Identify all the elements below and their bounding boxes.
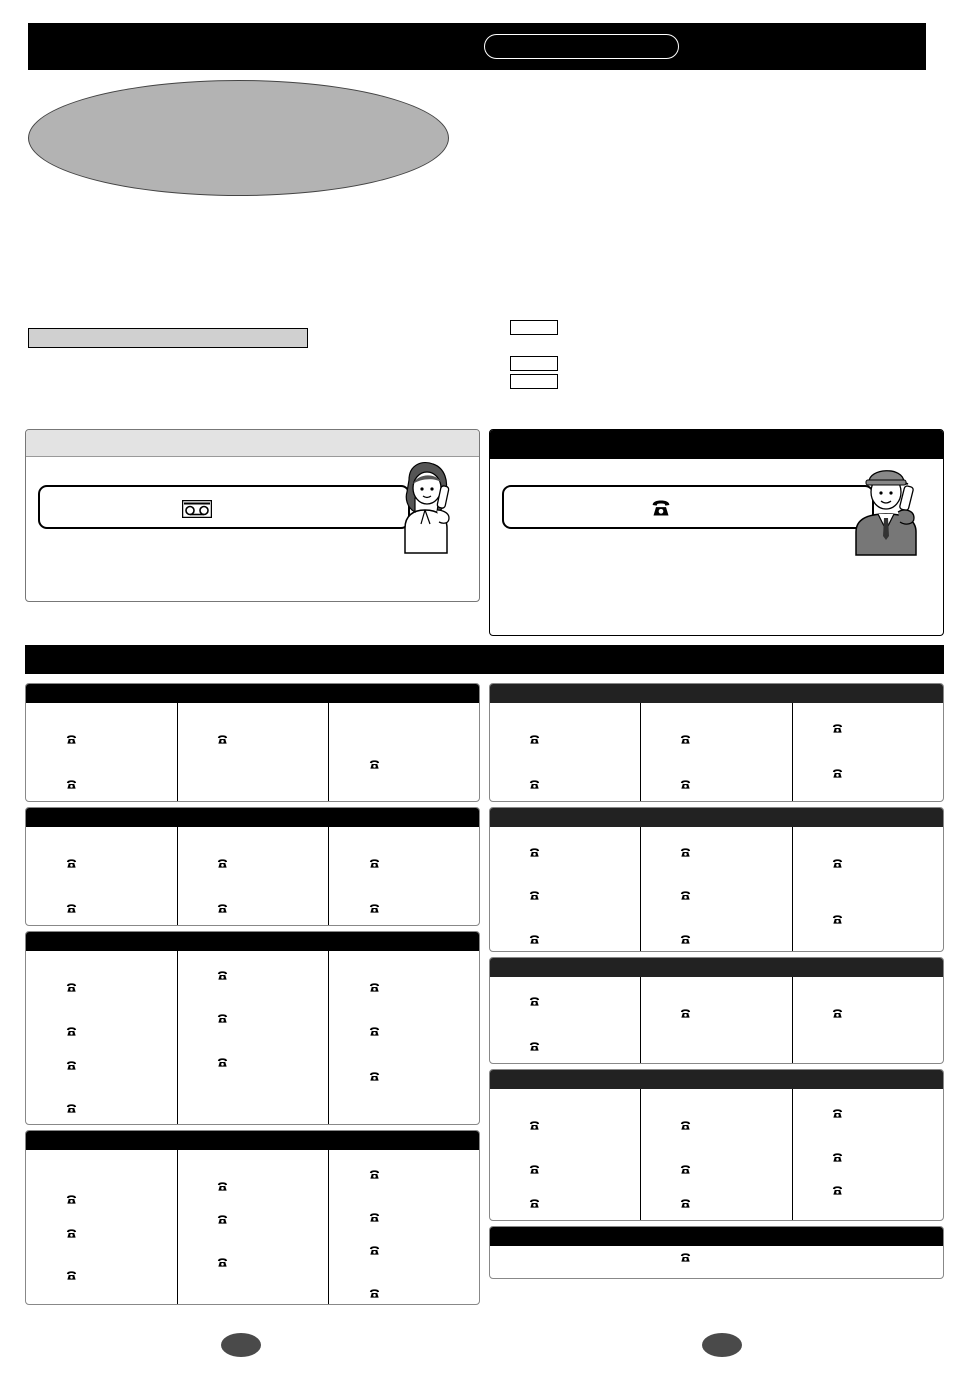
- directory-table-4: [25, 1130, 480, 1305]
- telephone-icon: [217, 903, 228, 914]
- technician-man-illustration: [852, 458, 922, 556]
- telephone-icon: [369, 1071, 380, 1082]
- directory-table-7-header: [490, 958, 943, 977]
- directory-table-5: [489, 683, 944, 802]
- telephone-icon: [680, 890, 691, 901]
- telephone-icon: [66, 779, 77, 790]
- telephone-icon: [217, 858, 228, 869]
- directory-table-3-header: [26, 932, 479, 951]
- telephone-icon: [217, 1257, 228, 1268]
- label-box-2: [510, 356, 558, 371]
- telephone-icon: [832, 858, 843, 869]
- telephone-icon: [529, 1198, 540, 1209]
- telephone-icon: [66, 1060, 77, 1071]
- telephone-icon: [369, 982, 380, 993]
- telephone-icon: [369, 759, 380, 770]
- telephone-icon: [529, 996, 540, 1007]
- telephone-icon: [832, 1152, 843, 1163]
- directory-table-9: [489, 1226, 944, 1279]
- telephone-icon: [832, 1185, 843, 1196]
- directory-table-2-header: [26, 808, 479, 827]
- free-dial-box: [38, 485, 410, 529]
- directory-table-6: [489, 807, 944, 952]
- telephone-icon: [529, 1164, 540, 1175]
- toll-free-box: [502, 485, 874, 529]
- telephone-icon: [529, 890, 540, 901]
- telephone-icon: [217, 1181, 228, 1192]
- telephone-icon: [66, 1270, 77, 1281]
- label-box-3: [510, 374, 558, 389]
- telephone-icon: [680, 1008, 691, 1019]
- telephone-icon: [66, 1026, 77, 1037]
- telephone-icon: [680, 1198, 691, 1209]
- header-bar: [28, 23, 926, 70]
- section-label-bar: [28, 328, 308, 348]
- telephone-icon: [832, 768, 843, 779]
- directory-table-6-header: [490, 808, 943, 827]
- telephone-icon: [369, 1288, 380, 1299]
- telephone-icon: [529, 934, 540, 945]
- directory-table-4-header: [26, 1131, 479, 1150]
- telephone-icon: [217, 1013, 228, 1024]
- telephone-icon: [650, 498, 672, 518]
- directory-table-8: [489, 1069, 944, 1221]
- telephone-icon: [529, 1041, 540, 1052]
- telephone-icon: [369, 1026, 380, 1037]
- telephone-icon: [680, 734, 691, 745]
- customer-service-panel-header: [26, 430, 479, 457]
- telephone-icon: [66, 858, 77, 869]
- voicemail-icon: [182, 500, 212, 518]
- directory-table-3: [25, 931, 480, 1125]
- directory-table-7: [489, 957, 944, 1064]
- operator-woman-illustration: [395, 458, 457, 554]
- telephone-icon: [680, 934, 691, 945]
- telephone-icon: [66, 734, 77, 745]
- directory-table-9-header: [490, 1227, 943, 1246]
- telephone-icon: [66, 1194, 77, 1205]
- telephone-icon: [369, 1212, 380, 1223]
- directory-table-1-header: [26, 684, 479, 703]
- telephone-icon: [529, 779, 540, 790]
- telephone-icon: [217, 970, 228, 981]
- telephone-icon: [217, 1214, 228, 1225]
- directory-table-2: [25, 807, 480, 926]
- telephone-icon: [832, 914, 843, 925]
- telephone-icon: [369, 903, 380, 914]
- telephone-icon: [369, 858, 380, 869]
- telephone-icon: [529, 734, 540, 745]
- title-ellipse: [28, 80, 449, 196]
- telephone-icon: [680, 1120, 691, 1131]
- telephone-icon: [66, 982, 77, 993]
- page-number-oval-right: [702, 1333, 742, 1357]
- directory-section-bar: [25, 645, 944, 674]
- header-label-pill: [484, 34, 679, 59]
- directory-table-8-header: [490, 1070, 943, 1089]
- telephone-icon: [529, 1120, 540, 1131]
- telephone-icon: [832, 723, 843, 734]
- telephone-icon: [832, 1108, 843, 1119]
- page-number-oval-left: [221, 1333, 261, 1357]
- directory-table-1: [25, 683, 480, 802]
- telephone-icon: [680, 1252, 691, 1263]
- telephone-icon: [680, 847, 691, 858]
- telephone-icon: [66, 1103, 77, 1114]
- label-box-1: [510, 320, 558, 335]
- telephone-icon: [369, 1169, 380, 1180]
- telephone-icon: [66, 1228, 77, 1239]
- telephone-icon: [217, 1057, 228, 1068]
- telephone-icon: [680, 779, 691, 790]
- telephone-icon: [217, 734, 228, 745]
- telephone-icon: [529, 847, 540, 858]
- directory-table-5-header: [490, 684, 943, 703]
- technical-support-panel-header: [490, 430, 943, 459]
- telephone-icon: [369, 1245, 380, 1256]
- telephone-icon: [832, 1008, 843, 1019]
- telephone-icon: [66, 903, 77, 914]
- telephone-icon: [680, 1164, 691, 1175]
